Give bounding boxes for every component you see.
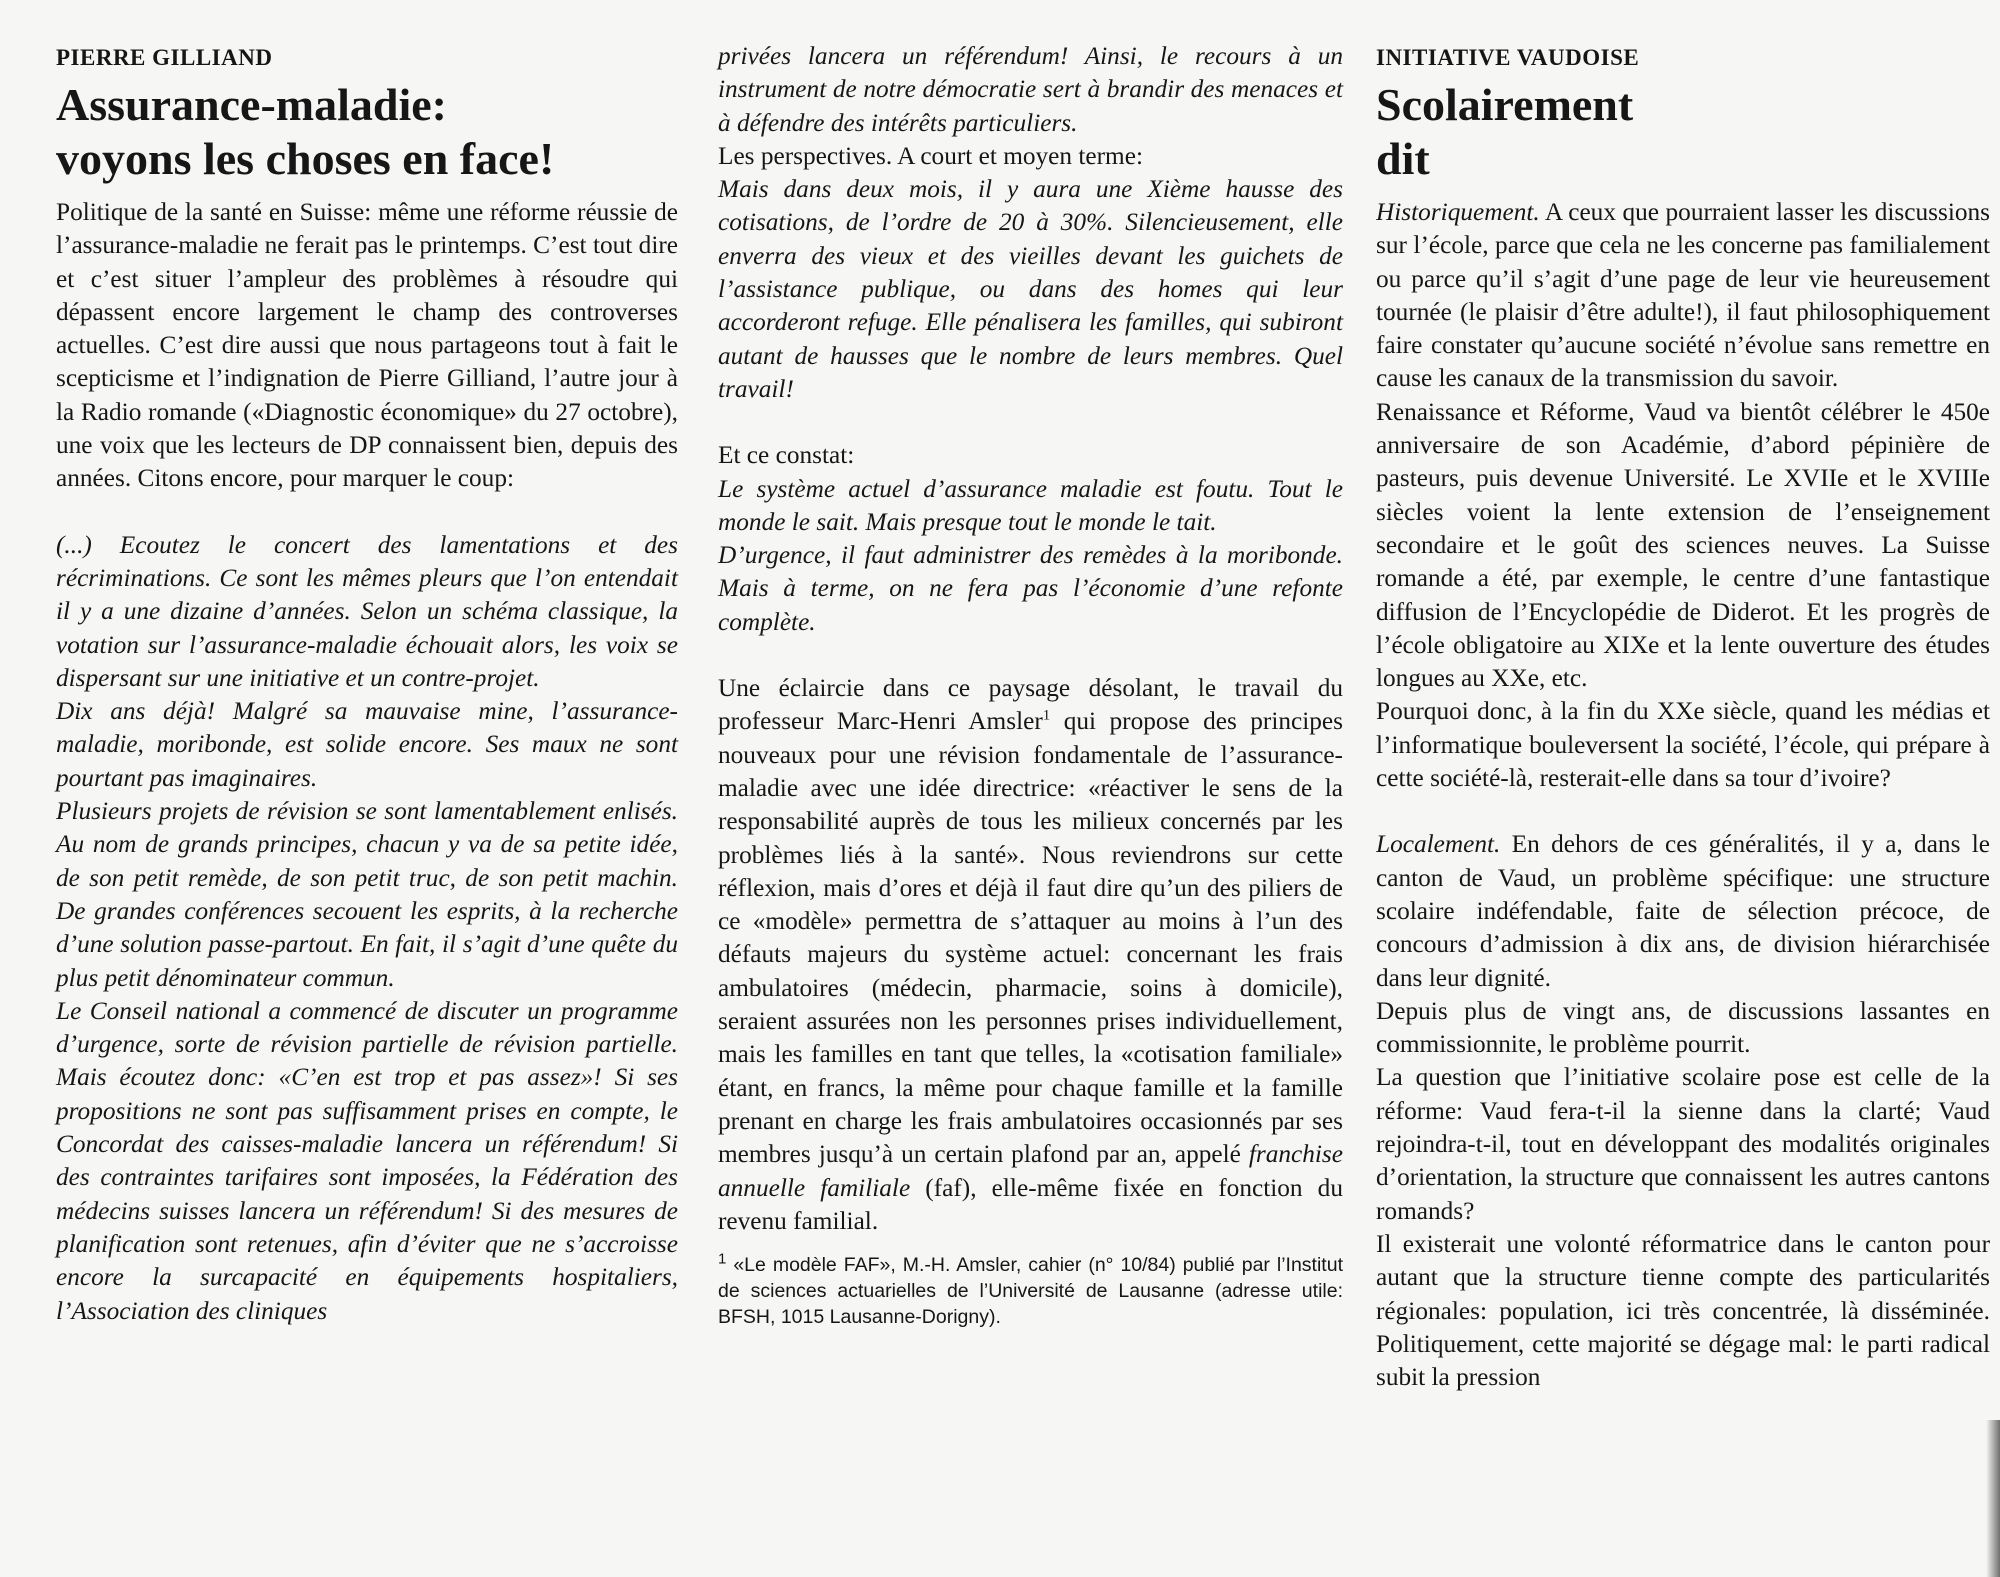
localement-paragraph: Localement. En dehors de ces généralités, il y a, dans le canton de Vaud, un problème spécifique: une structure scolaire indéfendable, faite de sélection précoce, de concours d’admission à dix ans, de division hiérarchisée dans leur dignité. — [1376, 830, 1990, 992]
lead-historiquement: Historiquement. — [1376, 198, 1540, 226]
page-edge-shadow — [1986, 1420, 2000, 1577]
quote-paragraph-6: Le système actuel d’assurance maladie est foutu. Tout le monde le sait. Mais presque tout le monde le tait. — [718, 474, 1343, 536]
historique-paragraph: Historiquement. A ceux que pourraient lasser les discussions sur l’école, parce que cela ne les concerne pas familialement ou parce qu’il s’agit d’une page de leur vie heureusement tournée (le plaisir d’être adulte!), il faut philosophiquement faire constater qu’aucune société n’évolue sans remettre en cause les canaux de la transmission du savoir. — [1376, 198, 1990, 393]
amsler-paragraph: Une éclaircie dans ce paysage désolant, le travail du professeur Marc-Henri Amsler$^1$ qui propose des principes nouveaux pour une révision fondamentale de l’assurance-maladie avec une idée directrice: «réactiver le sens de la responsabilité auprès de tous les milieux concernés par les problèmes liés à la santé». Nous reviendrons sur cette réflexion, mais d’ores et déjà il faut dire qu’un des piliers de ce «modèle» permettra de s’attaquer au moins à l’un des défauts majeurs du système actuel: concernant les frais ambulatoires (médecin, pharmacie, soins à domicile), seraient assurées non les personnes prises individuellement, mais les familles en tant que telles, la «cotisation familiale» étant, en francs, la même pour chaque famille et la famille prenant en charge les frais ambulatoires occasionnés par ses membres jusqu’à un certain plafond par an, appelé franchise annuelle familiale (faf), elle-même fixée en fonction du revenu familial. — [718, 674, 1343, 1235]
quote-paragraph-5: Mais dans deux mois, il y aura une Xième hausse des cotisations, de l’ordre de 20 à 30%. Silencieusement, elle enverra des vieux et des vieilles devant les guichets de l’assistance publique, ou dans des homes qui leur accorderont refuge. Elle pénalisera les familles, qui subiront autant de hausses que le nombre de leurs membres. Quel travail! — [718, 175, 1343, 403]
article-title-scolairement — [1376, 78, 1990, 186]
quote-paragraph-7: D’urgence, il faut administrer des remèdes à la moribonde. Mais à terme, on ne fera pas l’économie d’une refonte complète. — [718, 541, 1343, 636]
quote-paragraph-4-continued: privées lancera un référendum! Ainsi, le recours à un instrument de notre démocratie sert à brandir des menaces et à défendre des intérêts particuliers. — [718, 42, 1343, 137]
title-line-2: voyons les choses en face! — [56, 133, 555, 184]
quote-paragraph-4: Le Conseil national a commencé de discuter un programme d’urgence, sorte de révision partielle de révision partielle. Mais écoutez donc: «C’en est trop et pas assez»! Si ses propositions ne sont pas suffisamment prises en compte, le Concordat des caisses-maladie lancera un référendum! Si des contraintes tarifaires sont imposées, la Fédération des médecins suisses lancera un référendum! Si des mesures de planification sont retenues, afin d’éviter que ne s’accroisse encore la surcapacité en équipements hospitaliers, l’Association des cliniques — [56, 996, 678, 1325]
column-2 — [718, 40, 1343, 1330]
pourquoi-paragraph: Pourquoi donc, à la fin du XXe siècle, quand les médias et l’informatique bouleversent la société, l’école, qui prépare à cette société-là, resterait-elle dans sa tour d’ivoire? — [1376, 697, 1990, 793]
quote-paragraph-2: Dix ans déjà! Malgré sa mauvaise mine, l’assurance-maladie, moribonde, est solide encore. Ses maux ne sont pourtant pas imaginaires. — [56, 697, 678, 792]
intro-paragraph: Politique de la santé en Suisse: même une réforme réussie de l’assurance-maladie ne ferait pas le printemps. C’est tout dire et c’est situer l’ampleur des problèmes à résoudre qui dépassent encore largement le champ des controverses actuelles. C’est dire aussi que nous partageons tout à fait le scepticisme et l’indignation de Pierre Gilliand, l’autre jour à la Radio romande («Diagnostic économique» du 27 octobre), une voix que les lecteurs de DP connaissent bien, depuis des années. Citons encore, pour marquer le coup: — [56, 198, 678, 493]
column-1 — [56, 40, 678, 1328]
volonte-paragraph: Il existerait une volonté réformatrice dans le canton pour autant que la structure tienne compte des particularités régionales: population, ici très concentrée, là disséminée. Politiquement, cette majorité se dégage mal: le parti radical subit la pression — [1376, 1229, 1990, 1392]
footnote: $^1$ «Le modèle FAF», M.-H. Amsler, cahier (n° 10/84) publié par l’Institut de sciences actuarielles de l’Université de Lausanne (adresse utile: BFSH, 1015 Lausanne-Dorigny). — [718, 1250, 1343, 1329]
constat-label: Et ce constat: — [718, 441, 855, 470]
quote-paragraph-3: Plusieurs projets de révision se sont lamentablement enlisés. Au nom de grands principes, chacun y va de sa petite idée, de son petit remède, de son petit truc, de son petit machin. De grandes conférences secouent les esprits, à la recherche d’une solution passe-partout. En fait, il s’agit d’une quête du plus petit dénominateur commun. — [56, 797, 678, 992]
question-paragraph: La question que l’initiative scolaire pose est celle de la réforme: Vaud fera-t-il la sienne dans la clarté; Vaud rejoindra-t-il, tout en développant des modalités originales d’orientation, la structure que connaissent les autres cantons romands? — [1376, 1063, 1990, 1225]
section-kicker: INITIATIVE VAUDOISE — [1376, 45, 1640, 70]
title-line-1: Scolairement — [1376, 79, 1634, 130]
faf-term: franchise annuelle familiale — [718, 1140, 1343, 1202]
title-line-1: Assurance-maladie: — [56, 79, 447, 130]
author-kicker: PIERRE GILLIAND — [56, 45, 273, 70]
column-3 — [1376, 40, 1990, 1577]
lead-localement: Localement. — [1376, 830, 1501, 859]
quote-paragraph-1: (...) Ecoutez le concert des lamentations et des récriminations. Ce sont les mêmes pleurs que l’on entendait il y a une dizaine d’années. Selon un schéma classique, la votation sur l’assurance-maladie échouait alors, les voix se dispersant sur une initiative et un contre-projet. — [56, 530, 678, 692]
footnote-marker: 1 — [1042, 707, 1051, 724]
vingt-ans-paragraph: Depuis plus de vingt ans, de discussions lassantes en commissionnite, le problème pourrit. — [1376, 996, 1990, 1059]
article-title-assurance — [56, 78, 678, 186]
renaissance-paragraph: Renaissance et Réforme, Vaud va bientôt célébrer le 450e anniversaire de son Académie, d’abord pépinière de pasteurs, puis devenue Université. Le XVIIe et le XVIIIe siècles voient la lente extension de l’enseignement secondaire et le goût des sciences neuves. La Suisse romande a été, par exemple, le centre d’une fantastique diffusion de l’Encyclopédie de Diderot. Et les progrès de l’école obligatoire au XIXe et la lente ouverture des études longues au XXe, etc. — [1376, 397, 1990, 693]
perspectives-label: Les perspectives. A court et moyen terme: — [718, 141, 1143, 170]
title-line-2: dit — [1376, 133, 1430, 184]
